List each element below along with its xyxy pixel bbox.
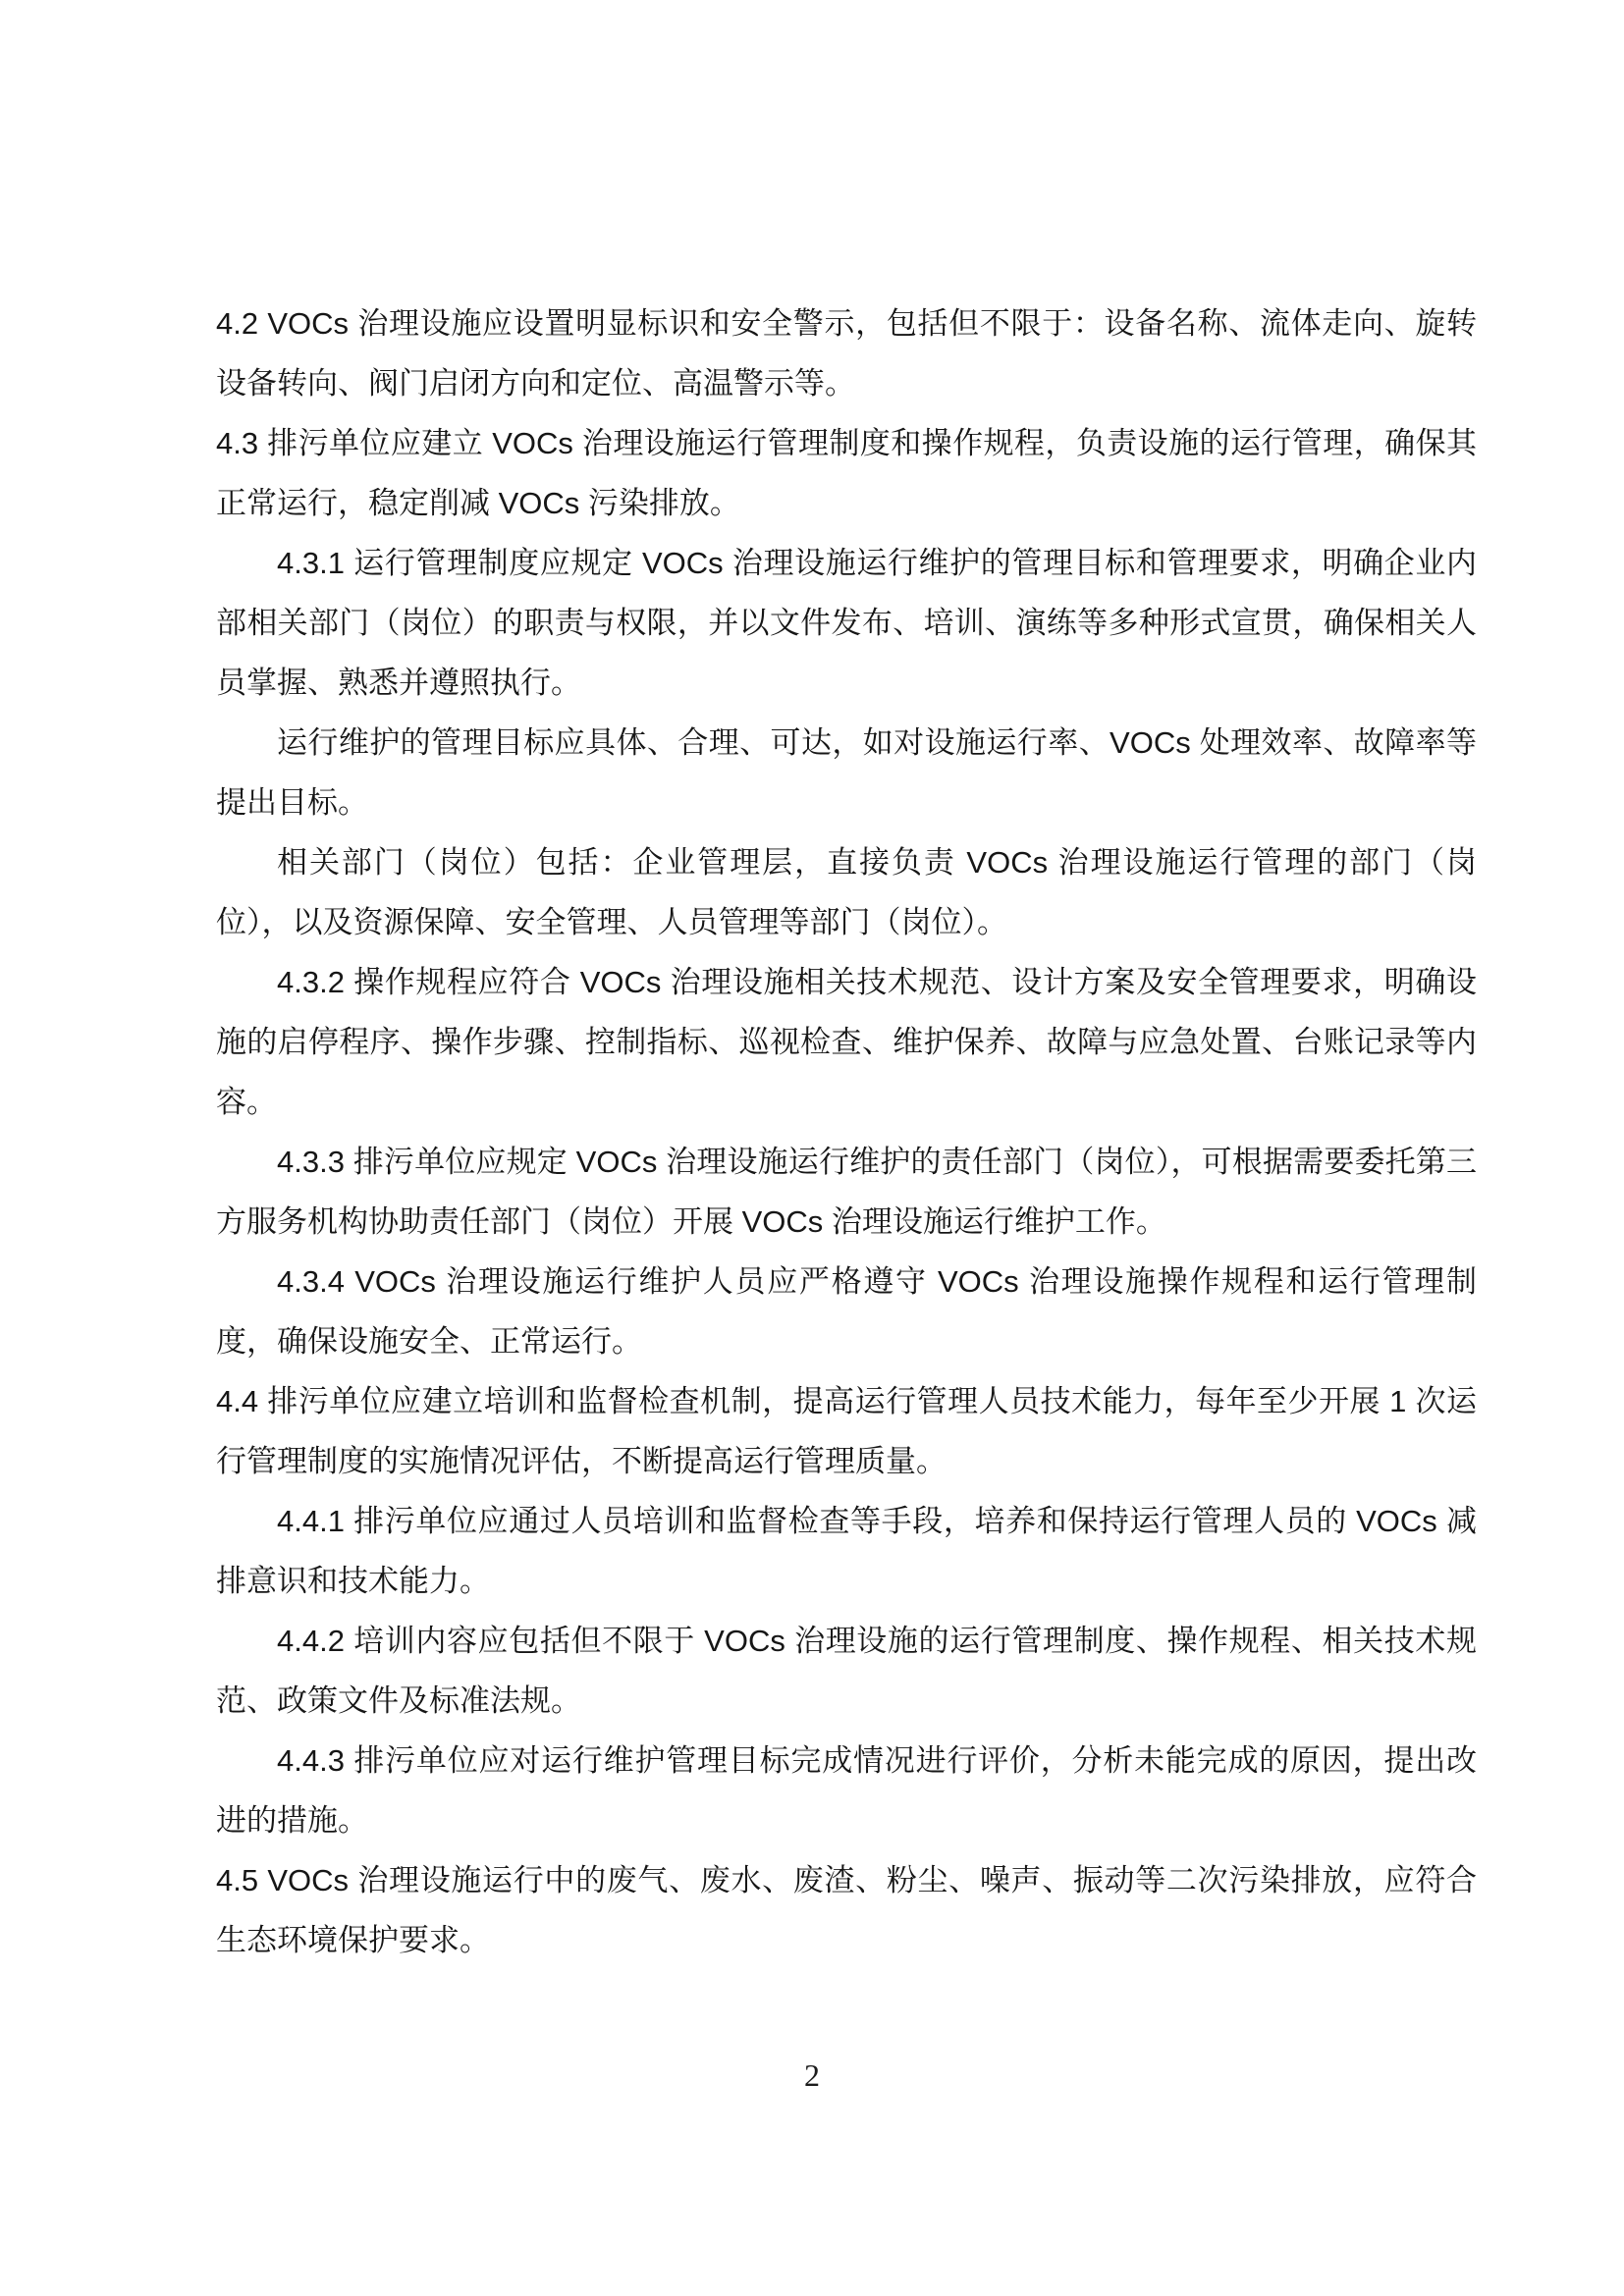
paragraph: 4.3.2 操作规程应符合 VOCs 治理设施相关技术规范、设计方案及安全管理要求，明确设施的启停程序、操作步骤、控制指标、巡视检查、维护保养、故障与应急处置、台账记录等内容。 [216, 965, 1477, 1119]
paragraph: 4.2 VOCs 治理设施应设置明显标识和安全警示，包括但不限于：设备名称、流体走向、旋转设备转向、阀门启闭方向和定位、高温警示等。 [216, 306, 1477, 400]
paragraph: 相关部门（岗位）包括：企业管理层，直接负责 VOCs 治理设施运行管理的部门（岗位），以及资源保障、安全管理、人员管理等部门（岗位）。 [216, 845, 1477, 939]
paragraph: 4.3.3 排污单位应规定 VOCs 治理设施运行维护的责任部门（岗位），可根据需要委托第三方服务机构协助责任部门（岗位）开展 VOCs 治理设施运行维护工作。 [216, 1145, 1477, 1239]
paragraph: 4.3 排污单位应建立 VOCs 治理设施运行管理制度和操作规程，负责设施的运行管理，确保其正常运行，稳定削减 VOCs 污染排放。 [216, 426, 1477, 520]
paragraph: 4.3.1 运行管理制度应规定 VOCs 治理设施运行维护的管理目标和管理要求，明确企业内部相关部门（岗位）的职责与权限，并以文件发布、培训、演练等多种形式宣贯，确保相关人员掌握、熟悉并遵照执行。 [216, 546, 1477, 700]
paragraph: 4.3.4 VOCs 治理设施运行维护人员应严格遵守 VOCs 治理设施操作规程和运行管理制度，确保设施安全、正常运行。 [216, 1264, 1477, 1359]
paragraph: 4.5 VOCs 治理设施运行中的废气、废水、废渣、粉尘、噪声、振动等二次污染排放，应符合生态环境保护要求。 [216, 1863, 1477, 1957]
paragraph: 运行维护的管理目标应具体、合理、可达，如对设施运行率、VOCs 处理效率、故障率等提出目标。 [216, 725, 1477, 820]
paragraph: 4.4.2 培训内容应包括但不限于 VOCs 治理设施的运行管理制度、操作规程、相关技术规范、政策文件及标准法规。 [216, 1624, 1477, 1718]
paragraph: 4.4.3 排污单位应对运行维护管理目标完成情况进行评价，分析未能完成的原因，提出改进的措施。 [216, 1743, 1477, 1838]
paragraph: 4.4.1 排污单位应通过人员培训和监督检查等手段，培养和保持运行管理人员的 VOCs 减排意识和技术能力。 [216, 1504, 1477, 1598]
document-body [216, 294, 1477, 1970]
paragraph: 4.4 排污单位应建立培训和监督检查机制，提高运行管理人员技术能力，每年至少开展 1 次运行管理制度的实施情况评估，不断提高运行管理质量。 [216, 1384, 1477, 1478]
page-number: 2 [804, 2057, 820, 2093]
